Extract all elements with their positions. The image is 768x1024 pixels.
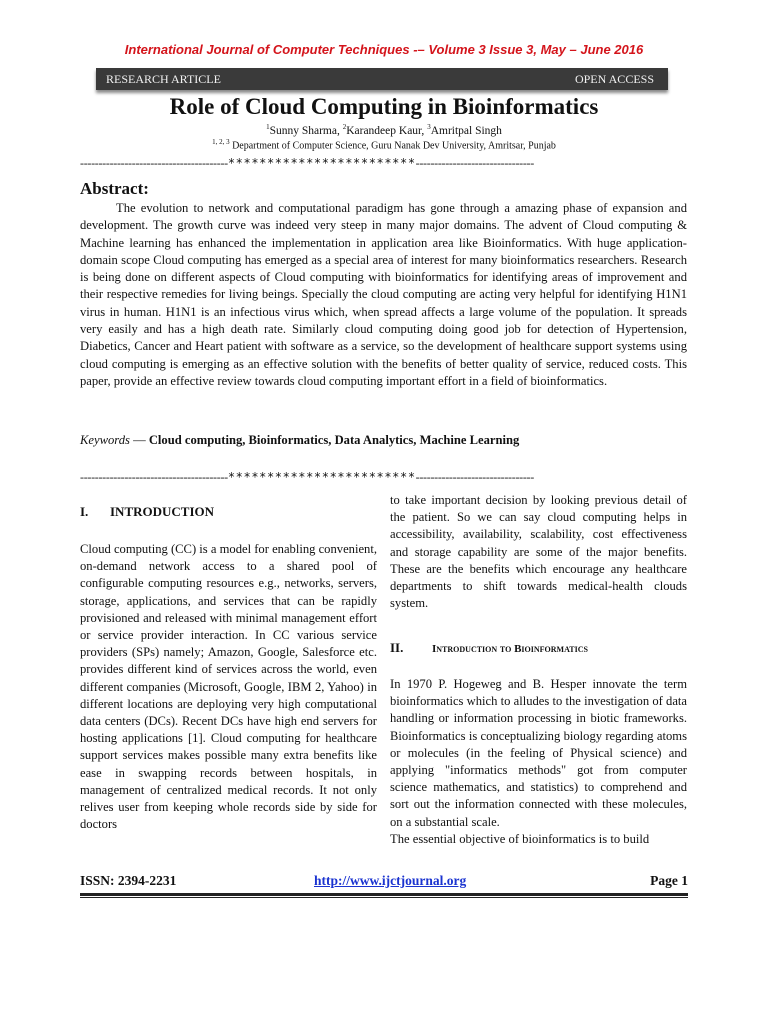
separator-top <box>80 156 688 171</box>
separator-dashes-left: ---------------------------------------- <box>80 470 228 484</box>
author-sup: 3 <box>427 123 431 131</box>
separator-dashes-right: -------------------------------- <box>415 470 534 484</box>
section-title: INTRODUCTION <box>110 504 215 519</box>
separator-stars: ************************ <box>227 470 416 484</box>
footer-rule-thick <box>80 893 688 896</box>
keywords-line <box>80 433 687 448</box>
section-heading-bioinformatics <box>390 640 588 656</box>
journal-link[interactable]: http://www.ijctjournal.org <box>314 873 467 888</box>
footer-rule-thin <box>80 897 688 898</box>
right-column-top <box>390 492 687 612</box>
introduction-continued-paragraph: to take important decision by looking previous detail of the patient. So we can say cloud computing helps in accessibility, availability, scalability, cost effectiveness and storage capability are some of the major benefits. These are the benefits which encourage any healthcare departments to shift towards medical-health clouds system. <box>390 493 687 611</box>
author-list <box>0 123 768 137</box>
abstract-heading: Abstract: <box>80 179 149 198</box>
left-column <box>80 541 377 833</box>
journal-header: International Journal of Computer Techniques -– Volume 3 Issue 3, May – June 2016 <box>124 42 644 57</box>
section-heading-introduction <box>80 504 214 520</box>
separator-dashes-right: -------------------------------- <box>415 156 534 170</box>
right-column-bottom <box>390 676 687 848</box>
section-number: I. <box>80 504 89 519</box>
affiliation-text: Department of Computer Science, Guru Nanak Dev University, Amritsar, Punjab <box>232 140 556 152</box>
paper-title: Role of Cloud Computing in Bioinformatics <box>169 94 599 119</box>
keywords-dash: — <box>129 433 149 447</box>
introduction-paragraph: Cloud computing (CC) is a model for enabling convenient, on-demand network access to a shared pool of configurable computing resources e.g., networks, servers, storage, applications, and services that can be rapidly provisioned and released with minimal management effort or service provider interaction. In CC various service providers (SPs) namely; Amazon, Google, Salesforce etc. provides different kind of services across the world, even different companies (Microsoft, Google, IBM 2, Yahoo) in different locations are deploying very high computational data centers (DCs). Recent DCs have high end servers for hosting applications [1]. Cloud computing for healthcare support services makes possible many extra benefits like ease in swapping records between hospitals, in management of centralized medical records. It not only relives user from keeping whole records side by side for doctors <box>80 542 377 832</box>
page-number: Page 1 <box>650 873 688 888</box>
bioinformatics-paragraph-2: The essential objective of bioinformatics is to build <box>390 831 650 846</box>
article-banner <box>96 68 668 90</box>
issn-label: ISSN: 2394-2231 <box>80 873 177 888</box>
author-sup: 1 <box>266 123 270 131</box>
abstract-text: The evolution to network and computational paradigm has gone through a amazing phase of expansion and development. The growth curve was indeed very steep in many major domains. The advent of Cloud computing & Machine learning has enhanced the implementation in application area like Bioinformatics. With huge application-domain scope Cloud computing has emerged as a special area of interest for many bioinformatics researchers. Research is being done on different aspects of Cloud computing with bioinformatics for identifying areas of improvement and their respective remedies for living beings. Specially the cloud computing are acting very helpful for identifying H1N1 virus in human. H1N1 is an infectious virus which, when spread affects a large volume of the population. It spreads very easily and has a high death rate. Similarly cloud computing doing good job for detection of Hypertension, Diabetics, Cancer and Heart patient with software as a service, so the development of healthcare support systems using cloud computing is emerging as an effective solution with the benefits of better quality of service, reduced costs. This paper, provide an effective review towards cloud computing important effort in a field of bioinformatics. <box>80 201 687 388</box>
article-type-label: RESEARCH ARTICLE <box>106 72 221 86</box>
separator-bottom <box>80 470 688 485</box>
author-sup: 2 <box>342 123 347 131</box>
keywords-values: Cloud computing, Bioinformatics, Data Analytics, Machine Learning <box>148 433 520 447</box>
bioinformatics-paragraph: In 1970 P. Hogeweg and B. Hesper innovate the term bioinformatics which to alludes to the investigation of data handling or information processing in biotic frameworks. Bioinformatics is conceptualizing biology regarding atoms or molecules (in the feeling of Physical science) and applying "informatics methods" got from computer science mathematics, and statistics) to comprehend and sort out the information connected with these molecules, on a substantial scale. <box>390 677 687 829</box>
author-name: Amritpal Singh <box>430 124 502 137</box>
author-name: Sunny Sharma, <box>269 124 343 137</box>
separator-dashes-left: ---------------------------------------- <box>80 156 228 170</box>
author-name: Karandeep Kaur, <box>346 124 428 137</box>
section-title: Introduction to Bioinformatics <box>432 643 588 655</box>
affiliation <box>0 138 768 151</box>
keywords-label: Keywords <box>80 433 130 447</box>
affiliation-sup: 1, 2, 3 <box>212 138 230 146</box>
section-number: II. <box>390 640 404 655</box>
open-access-label: OPEN ACCESS <box>574 72 654 86</box>
separator-stars: ************************ <box>227 156 416 170</box>
